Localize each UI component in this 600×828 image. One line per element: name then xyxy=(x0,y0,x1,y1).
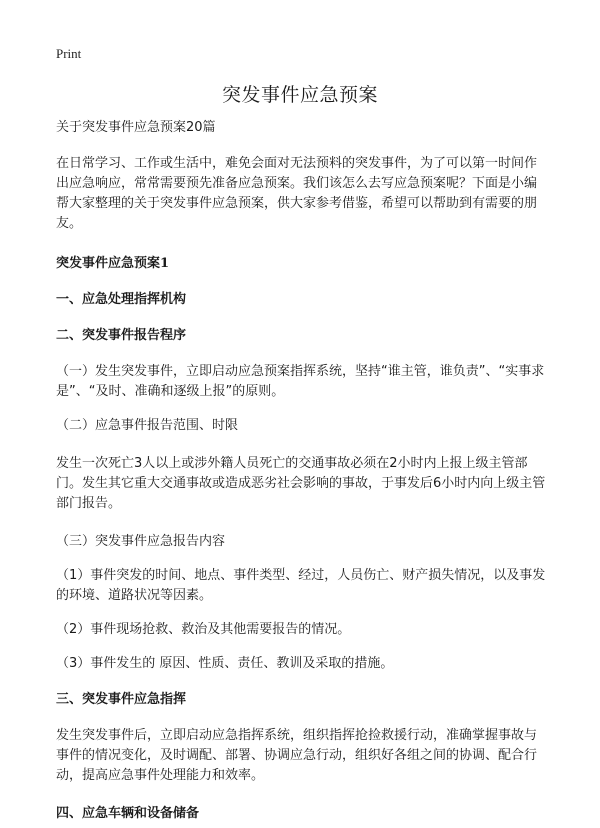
article-body xyxy=(56,118,548,824)
section-heading: 突发事件应急预案1 xyxy=(56,256,170,271)
print-link[interactable]: Print xyxy=(56,46,82,61)
paragraph-item-2: （2）事件现场抢救、救治及其他需要报告的情况。 xyxy=(56,622,351,637)
paragraph-item-1: （1）事件突发的时间、地点、事件类型、经过，人员伤亡、财产损失情况，以及事发的环境、道路状况等因素。 xyxy=(56,568,546,603)
heading-command-structure: 一、应急处理指挥机构 xyxy=(56,292,187,307)
heading-report-procedure: 二、突发事件报告程序 xyxy=(56,328,187,343)
heading-vehicle-reserve: 四、应急车辆和设备储备 xyxy=(56,806,200,821)
paragraph-report-content: （三）突发事件应急报告内容 xyxy=(56,534,226,549)
page-title: 突发事件应急预案 xyxy=(221,84,378,106)
paragraph-item-3: （3）事件发生的 原因、性质、责任、教训及采取的措施。 xyxy=(56,656,394,671)
heading-emergency-command: 三、突发事件应急指挥 xyxy=(56,692,187,707)
intro-paragraph: 在日常学习、工作或生活中，难免会面对无法预料的突发事件，为了可以第一时间作出应急响应，常常需要预先准备应急预案。我们该怎么去写应急预案呢？下面是小编帮大家整理的关于突发事件应急预案，供大家参考借鉴，希望可以帮助到有需要的朋友。 xyxy=(56,156,538,231)
paragraph-time-limit: 发生一次死亡3人以上或涉外籍人员死亡的交通事故必须在2小时内上报上级主管部门。发生其它重大交通事故或造成恶劣社会影响的事故，于事发后6小时内向上级主管部门报告。 xyxy=(56,456,546,511)
article-subtitle: 关于突发事件应急预案20篇 xyxy=(56,120,216,135)
paragraph-principles: （一）发生突发事件，立即启动应急预案指挥系统，坚持“谁主管，谁负责”、“实事求是”、“及时、准确和逐级上报”的原则。 xyxy=(56,364,545,399)
paragraph-report-scope: （二）应急事件报告范围、时限 xyxy=(56,418,239,433)
paragraph-emergency-command: 发生突发事件后，立即启动应急指挥系统，组织指挥抢捡救援行动，准确掌握事故与事件的情况变化，及时调配、部署、协调应急行动，组织好各组之间的协调、配合行动，提高应急事件处理能力和效率。 xyxy=(56,728,538,783)
